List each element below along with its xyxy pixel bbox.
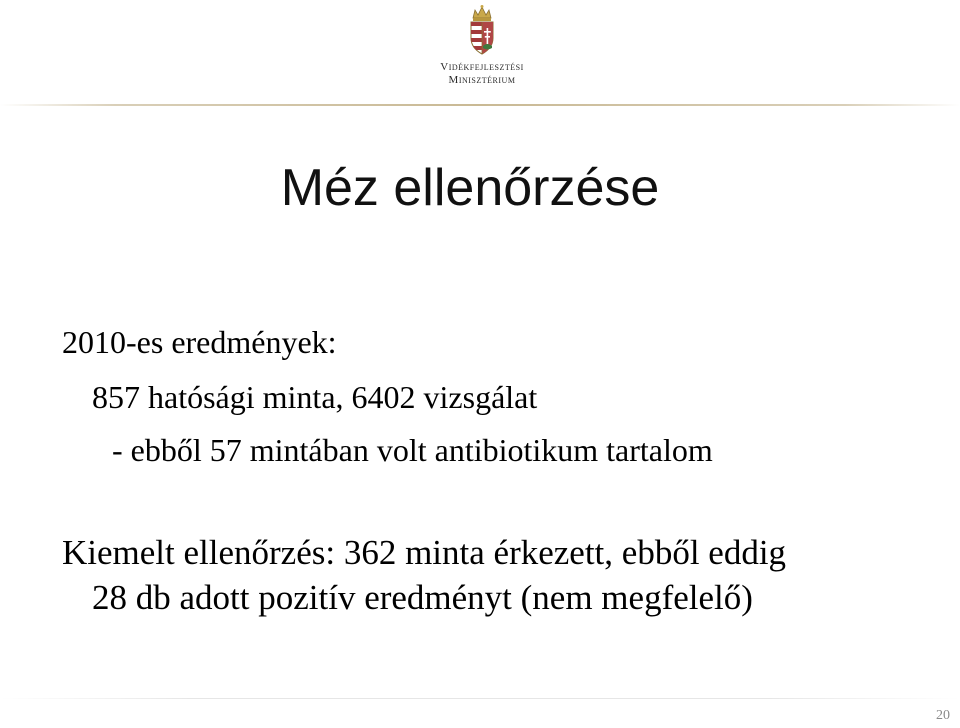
page-number: 20 [936,708,950,723]
ministry-logo [420,4,544,96]
results-heading: 2010-es eredmények: [62,324,337,360]
priority-check-line: Kiemelt ellenőrzés: 362 minta érkezett, ebből eddig [62,533,787,572]
slide-title: Méz ellenőrzése [280,159,660,217]
ministry-name-line1: Vidékfejlesztési [440,61,524,73]
results-samples-line: 857 hatósági minta, 6402 vizsgálat [92,379,538,415]
priority-positive-line: 28 db adott pozitív eredményt (nem megfelelő) [92,578,753,617]
ministry-name-line2: Minisztérium [448,74,516,86]
hungarian-coat-of-arms-icon [467,4,497,56]
results-antibiotic-line: - ebből 57 mintában volt antibiotikum tartalom [112,432,713,468]
header-divider [0,104,960,106]
footer-divider [0,698,960,699]
